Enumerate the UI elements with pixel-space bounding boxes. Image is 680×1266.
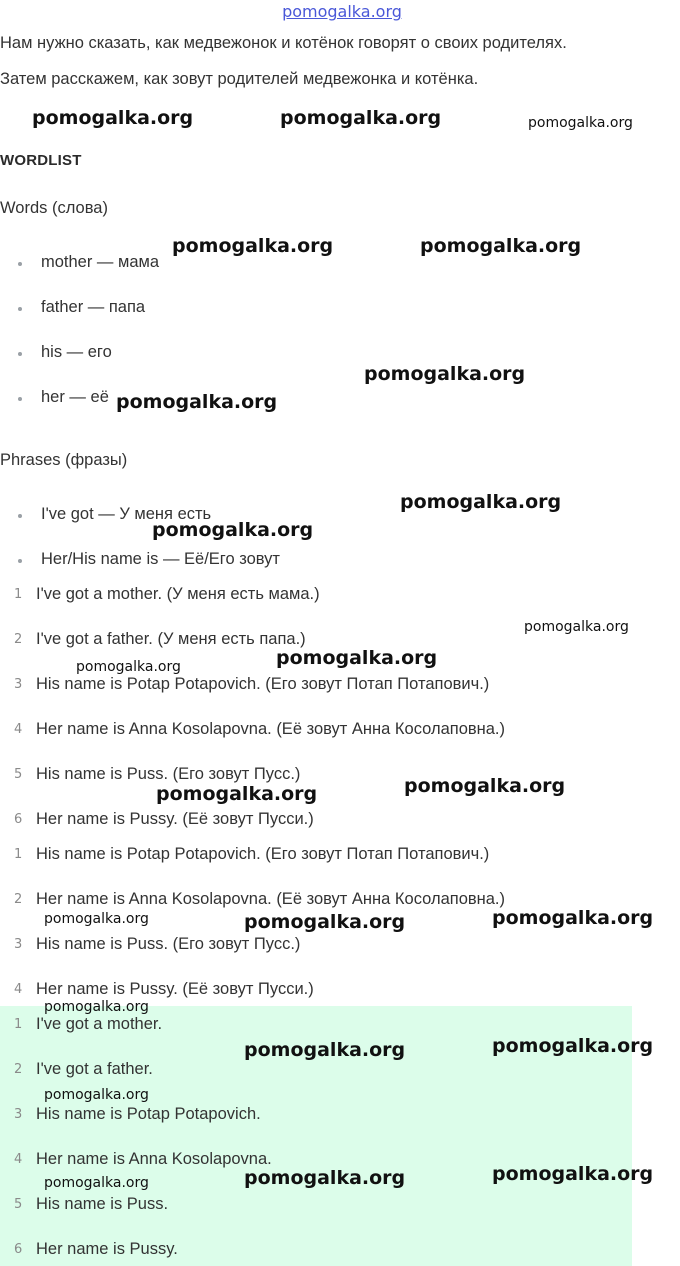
watermark: pomogalka.org xyxy=(364,363,526,385)
watermark: pomogalka.org xyxy=(44,999,149,1015)
watermark: pomogalka.org xyxy=(244,1167,406,1189)
watermark: pomogalka.org xyxy=(400,491,562,513)
watermark: pomogalka.org xyxy=(152,519,314,541)
watermark: pomogalka.org xyxy=(116,391,278,413)
watermark: pomogalka.org xyxy=(492,1035,654,1057)
watermark: pomogalka.org xyxy=(244,911,406,933)
watermark: pomogalka.org xyxy=(156,783,318,805)
watermark: pomogalka.org xyxy=(244,1039,406,1061)
bullet-dot-icon xyxy=(18,514,22,518)
bullet-dot-icon xyxy=(18,397,22,401)
watermark: pomogalka.org xyxy=(32,107,194,129)
watermark: pomogalka.org xyxy=(44,911,149,927)
bullet-dot-icon xyxy=(18,559,22,563)
watermark: pomogalka.org xyxy=(524,619,629,635)
wordlist-heading: WORDLIST xyxy=(0,152,82,169)
watermark: pomogalka.org xyxy=(492,1163,654,1185)
watermark: pomogalka.org xyxy=(172,235,334,257)
watermark: pomogalka.org xyxy=(276,647,438,669)
phrases-title: Phrases (фразы) xyxy=(0,451,128,469)
intro-line-1: Нам нужно сказать, как медвежонок и котёнок говорят о своих родителях. xyxy=(0,34,567,52)
bullet-dot-icon xyxy=(18,352,22,356)
words-title: Words (слова) xyxy=(0,199,108,217)
bullet-dot-icon xyxy=(18,307,22,311)
watermark: pomogalka.org xyxy=(404,775,566,797)
site-link[interactable]: pomogalka.org xyxy=(282,2,402,21)
watermark: pomogalka.org xyxy=(76,659,181,675)
watermark: pomogalka.org xyxy=(492,907,654,929)
watermark: pomogalka.org xyxy=(420,235,582,257)
intro-line-2: Затем расскажем, как зовут родителей медвежонка и котёнка. xyxy=(0,70,479,88)
watermark: pomogalka.org xyxy=(44,1087,149,1103)
bullet-dot-icon xyxy=(18,262,22,266)
watermark: pomogalka.org xyxy=(280,107,442,129)
watermark: pomogalka.org xyxy=(528,115,633,131)
watermark: pomogalka.org xyxy=(44,1175,149,1191)
